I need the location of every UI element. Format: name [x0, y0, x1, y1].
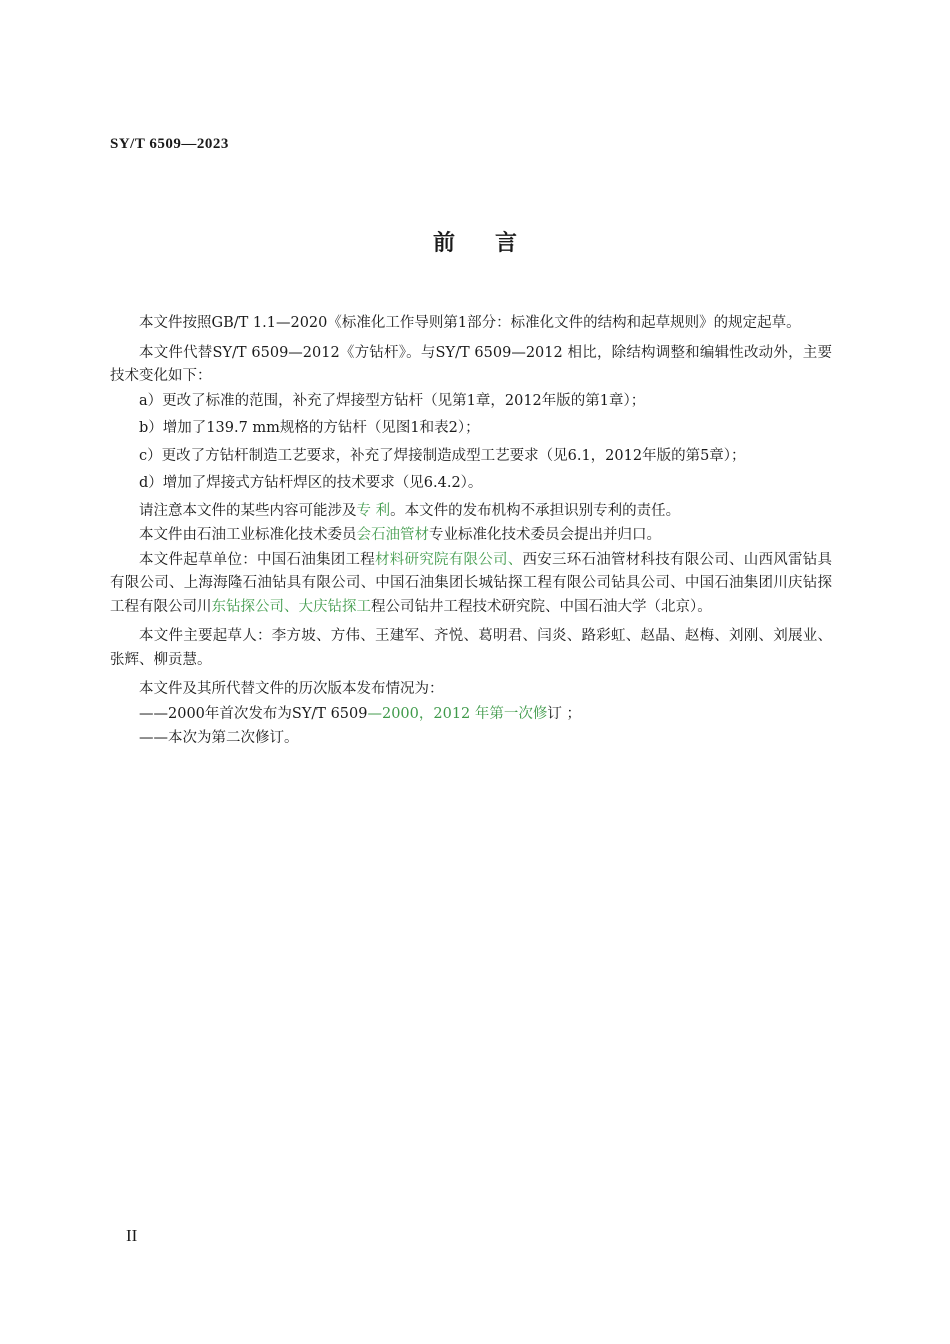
units-highlight-1: 材料研究院有限公司、: [375, 551, 523, 568]
page-number: II: [126, 1226, 138, 1245]
change-item-b: b）增加了139.7 mm规格的方钻杆（见图1和表2）；: [139, 420, 480, 436]
paragraph-drafters: 本文件主要起草人：李方坡、方伟、王建军、齐悦、葛明君、闫炎、路彩虹、赵晶、赵梅、刘刚、刘展业、张辉、柳贡慧。: [110, 628, 832, 668]
page-title: 前言: [432, 231, 557, 256]
paragraph-history-intro: 本文件及其所代替文件的历次版本发布情况为：: [139, 681, 444, 697]
paragraph-patent-notice: [110, 500, 832, 524]
patent-text-end: 。本文件的发布机构不承担识别专利的责任。: [390, 502, 681, 519]
history-highlight: —2000，2012 年第一次修: [367, 705, 548, 722]
document-code: SY/T 6509—2023: [110, 136, 229, 152]
committee-text-end: 专业标准化技术委员会提出并归口。: [429, 527, 661, 543]
paragraph-drafting-rules: 本文件按照GB/T 1.1—2020《标准化工作导则第1部分：标准化文件的结构和起草规则》的规定起草。: [139, 315, 801, 331]
units-text-3: 程公司钻井工程技术研究院、中国石油大学（北京）。: [371, 598, 712, 615]
paragraph-replacement: 本文件代替SY/T 6509—2012《方钻杆》。与SY/T 6509—2012 相比，除结构调整和编辑性改动外，主要技术变化如下：: [110, 344, 832, 384]
committee-highlight: 会石油管材: [356, 527, 429, 543]
units-text-1: 本文件起草单位：中国石油集团工程: [139, 551, 375, 568]
history-item-second: ——本次为第二次修订。: [139, 730, 299, 746]
paragraph-committee: [110, 524, 832, 548]
change-item-d: d）增加了焊接式方钻杆焊区的技术要求（见6.4.2）。: [139, 475, 483, 491]
committee-text-start: 本文件由石油工业标准化技术委员: [139, 527, 357, 543]
document-body: [110, 312, 832, 757]
patent-text-start: 请注意本文件的某些内容可能涉及: [139, 502, 357, 519]
paragraph-drafting-units: [110, 549, 832, 620]
units-highlight-2: 东钻探公司、大庆钻探工: [211, 598, 371, 615]
change-item-c: c）更改了方钻杆制造工艺要求，补充了焊接制造成型工艺要求（见6.1，2012年版的第5章）；: [139, 447, 746, 464]
patent-highlight: 专 利: [356, 502, 391, 519]
change-item-a: a）更改了标准的范围，补充了焊接型方钻杆（见第1章，2012年版的第1章）；: [139, 392, 646, 409]
history-text-end: 订 ；: [547, 705, 582, 722]
history-text-start: ——2000年首次发布为SY/T 6509: [139, 705, 368, 722]
history-item-first: [110, 703, 832, 727]
units-text-2: 西安三环石油管材科技有限公司、山西风雷钻具有限公司、上海海隆石油钻具有限公司、中国石油集团长城钻探工程有限公司钻具公司、中国石油集团川庆钻探工程有限公司川: [110, 551, 832, 615]
